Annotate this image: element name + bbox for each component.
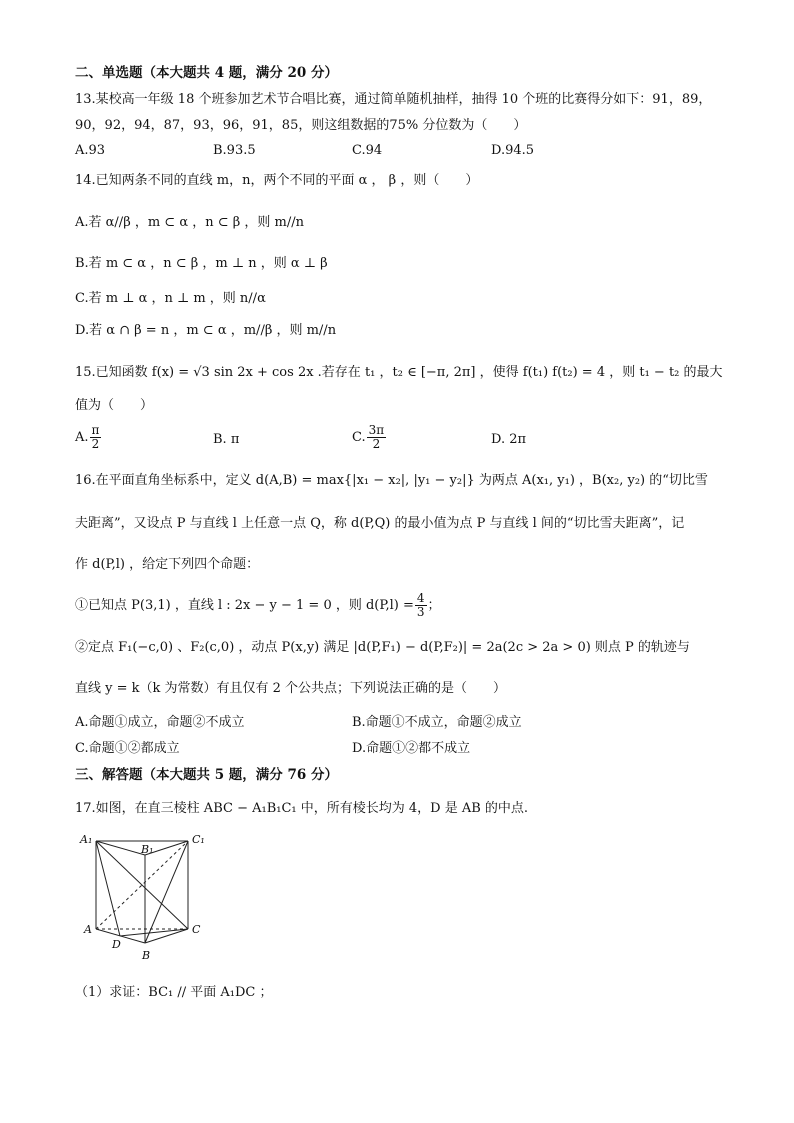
q14-option-b: B.若 m ⊂ α ，n ⊂ β ，m ⊥ n ，则 α ⊥ β <box>75 256 328 271</box>
label-d: D <box>112 938 121 951</box>
label-c1: C₁ <box>192 833 205 846</box>
q16-stem-line1: 16.在平面直角坐标系中，定义 d(A,B) = max{|x₁ − x₂|, |y₁ − y₂|} 为两点 A(x₁, y₁) ，B(x₂, y₂) 的“切比雪 <box>75 473 708 488</box>
q15-option-c-den: 2 <box>372 437 381 451</box>
q13-option-d: D.94.5 <box>491 143 535 158</box>
q15-stem-line2: 值为（ ） <box>75 398 154 413</box>
q15-option-c-prefix: C. <box>352 430 366 445</box>
q16-option-a: A.命题①成立，命题②不成立 <box>75 715 245 730</box>
q14-stem: 14.已知两条不同的直线 m，n，两个不同的平面 α ， β ，则（ ） <box>75 173 479 188</box>
q15-option-a <box>75 424 102 451</box>
q13-stem-line2: 90，92，94，87，93，96，91，85，则这组数据的75% 分位数为（ ） <box>75 118 527 133</box>
q16-item1-den: 3 <box>416 605 425 619</box>
label-c: C <box>192 923 201 936</box>
q15-option-d: D. 2π <box>491 432 527 447</box>
q16-option-b: B.命题①不成立，命题②成立 <box>352 715 522 730</box>
label-b: B <box>142 949 151 962</box>
label-a1: A₁ <box>80 833 93 846</box>
q15-option-a-prefix: A. <box>75 430 89 445</box>
q16-stem-line2: 夫距离”，又设点 P 与直线 l 上任意一点 Q，称 d(P,Q) 的最小值为点 P 与直线 l 间的“切比雪夫距离”，记 <box>75 516 685 531</box>
q13-option-c: C.94 <box>352 143 383 158</box>
q16-option-c: C.命题①②都成立 <box>75 741 180 756</box>
q14-option-a: A.若 α//β ，m ⊂ α ，n ⊂ β ，则 m//n <box>75 215 305 230</box>
q16-item1-suffix: ； <box>427 598 441 613</box>
label-a: A <box>84 923 92 936</box>
prism-figure <box>78 833 218 968</box>
q16-item1-fraction <box>415 592 427 619</box>
q15-stem-line1: 15.已知函数 f(x) = √3 sin 2x + cos 2x .若存在 t₁ ，t₂ ∈ [−π, 2π] ，使得 f(t₁) f(t₂) = 4 ，则 t₁ − t₂ 的最大 <box>75 365 723 380</box>
q13-option-b: B.93.5 <box>213 143 256 158</box>
q16-proposition-2-cont: 直线 y = k（k 为常数）有且仅有 2 个公共点；下列说法正确的是（ ） <box>75 681 507 696</box>
q15-option-b: B. π <box>213 432 240 447</box>
q16-item1-text: ①已知点 P(3,1) ，直线 l : 2x − y − 1 = 0 ，则 d(P,l) = <box>75 598 414 613</box>
q13-option-a: A.93 <box>75 143 106 158</box>
q17-stem: 17.如图，在直三棱柱 ABC − A₁B₁C₁ 中，所有棱长均为 4，D 是 AB 的中点. <box>75 801 529 816</box>
q15-option-a-fraction <box>90 424 102 451</box>
section-2-title: 二、单选题（本大题共 4 题，满分 20 分） <box>75 65 338 81</box>
q15-option-c <box>352 424 387 451</box>
q15-option-c-fraction <box>367 424 387 451</box>
q15-option-c-num: 3π <box>368 423 385 437</box>
q16-option-d: D.命题①②都不成立 <box>352 741 471 756</box>
q13-stem-line1: 13.某校高一年级 18 个班参加艺术节合唱比赛，通过简单随机抽样，抽得 10 个班的比赛得分如下：91，89， <box>75 92 712 107</box>
q16-proposition-1 <box>75 592 441 619</box>
q14-option-c: C.若 m ⊥ α ，n ⊥ m ，则 n//α <box>75 291 266 306</box>
label-b1: B₁ <box>141 843 154 856</box>
q17-part1: （1）求证：BC₁ // 平面 A₁DC ； <box>75 985 273 1000</box>
section-3-title: 三、解答题（本大题共 5 题，满分 76 分） <box>75 767 338 783</box>
q14-option-d: D.若 α ∩ β = n ，m ⊂ α ，m//β ，则 m//n <box>75 323 337 338</box>
q16-proposition-2: ②定点 F₁(−c,0) 、F₂(c,0) ，动点 P(x,y) 满足 |d(P,F₁) − d(P,F₂)| = 2a(2c > 2a > 0) 则点 P 的轨迹与 <box>75 640 690 655</box>
q15-option-a-num: π <box>91 423 100 437</box>
q15-option-a-den: 2 <box>91 437 100 451</box>
q16-stem-line3: 作 d(P,l) ，给定下列四个命题： <box>75 557 260 572</box>
q16-item1-num: 4 <box>416 591 425 605</box>
